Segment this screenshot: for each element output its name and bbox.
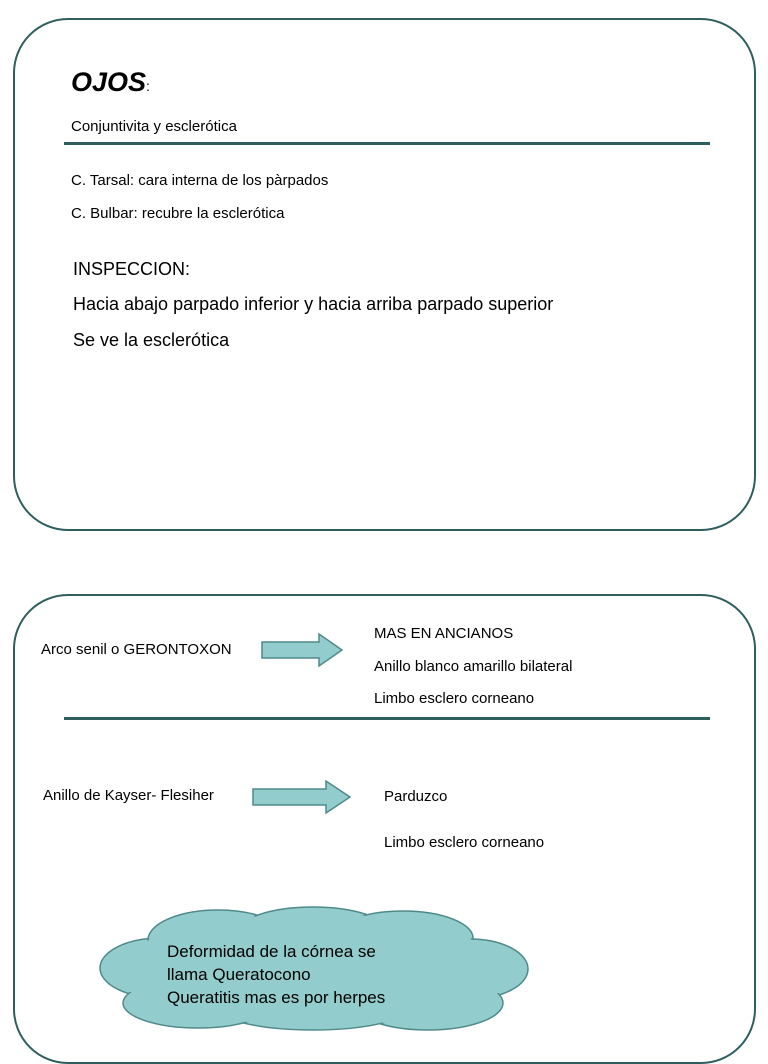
slide-subtitle: Conjuntivita y esclerótica — [71, 118, 237, 135]
kayser-item: Parduzco — [384, 788, 448, 805]
tarsal-line: C. Tarsal: cara interna de los pàrpados — [71, 172, 329, 189]
title-colon: : — [146, 78, 150, 94]
kayser-item: Limbo esclero corneano — [384, 834, 545, 851]
inspection-line: Hacia abajo parpado inferior y hacia arriba parpado superior — [73, 294, 554, 314]
arco-senil-item: MAS EN ANCIANOS — [374, 625, 514, 642]
divider-rule — [64, 717, 710, 720]
arco-senil-item: Anillo blanco amarillo bilateral — [374, 658, 573, 675]
cloud-text — [167, 940, 385, 1009]
kayser-label: Anillo de Kayser- Flesiher — [43, 787, 214, 804]
cloud-line: Deformidad de la córnea se — [167, 942, 376, 961]
right-arrow-icon — [261, 633, 343, 667]
title-text: OJOS — [71, 67, 147, 97]
cloud-line: Queratitis mas es por herpes — [167, 988, 386, 1007]
arco-senil-item: Limbo esclero corneano — [374, 690, 535, 707]
inspection-line: Se ve la esclerótica — [73, 330, 230, 350]
inspection-heading: INSPECCION: — [73, 259, 191, 279]
bulbar-line: C. Bulbar: recubre la esclerótica — [71, 205, 285, 222]
right-arrow-icon — [252, 780, 352, 814]
arco-senil-label: Arco senil o GERONTOXON — [41, 641, 232, 658]
cloud-line: llama Queratocono — [167, 965, 311, 984]
divider-rule — [64, 142, 710, 145]
slide-title — [71, 67, 150, 98]
